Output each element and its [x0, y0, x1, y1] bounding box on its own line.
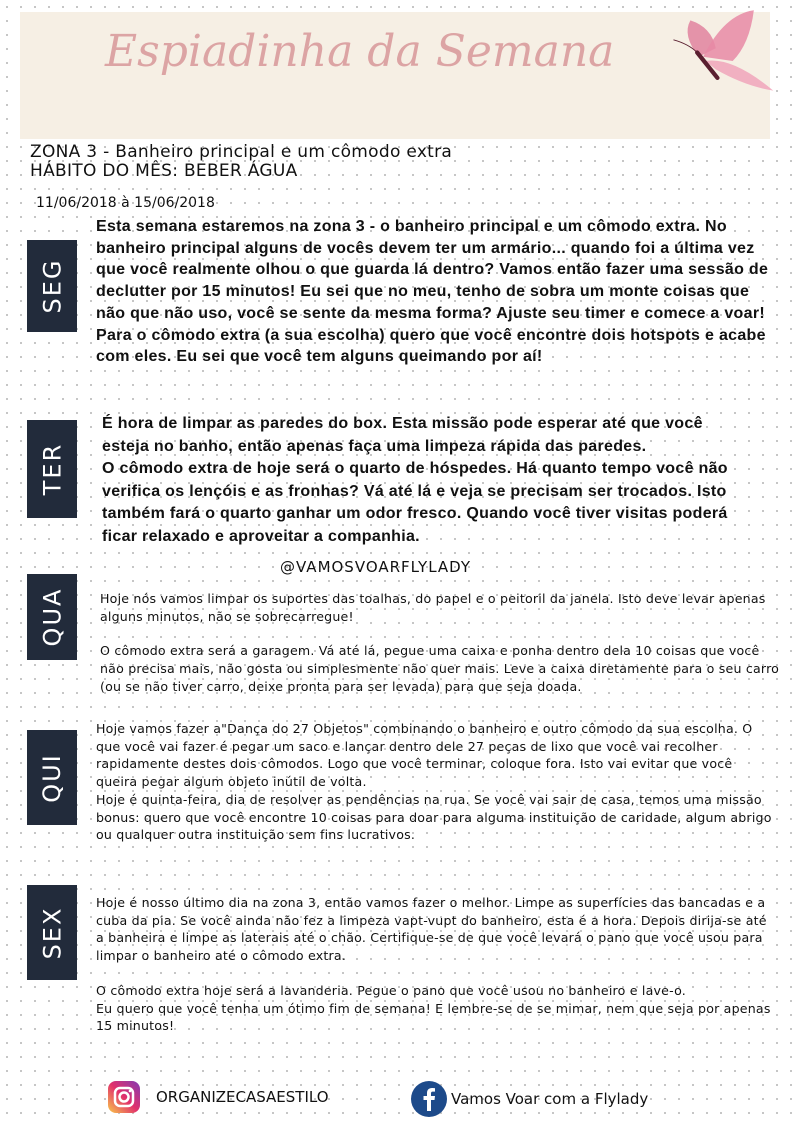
facebook-label: Vamos Voar com a Flylady — [451, 1090, 649, 1108]
day-text-qui: Hoje vamos fazer a"Dança do 27 Objetos" combinando o banheiro e outro cômodo da sua escolha. O que você vai fazer é pegar um saco e lançar dentro dele 27 peças de lixo que você vai recolher rapidamente destes dois cômodos. Logo que você terminar, coloque fora. Isto vai evitar que você queira pegar algum objeto inútil de volta. Hoje é quinta-feira, dia de resolver as pendências na rua. Se você vai sair de casa, temos uma missão bonus: quero que você encontre 10 coisas para doar para alguma instituição de caridade, algum abrigo ou qualquer outra instituição sem fins lucrativos. — [96, 721, 772, 843]
instagram-label: ORGANIZECASAESTILO — [156, 1088, 329, 1106]
day-text-seg: Esta semana estaremos na zona 3 - o banheiro principal e um cômodo extra. No banheiro principal alguns de vocês devem ter um armário... quando foi a última vez que você realmente olhou o que guarda lá dentro? Vamos então fazer uma sessão de declutter por 15 minutos! Eu sei que no meu, tenho de sobra um monte coisas que não que não uso, você se sente da mesma forma? Ajuste seu timer e comece a voar! Para o cômodo extra (a sua escolha) quero que você encontre dois hotspots e acabe com eles. Eu sei que você tem alguns queimando por aí! — [96, 218, 769, 366]
facebook-icon — [411, 1081, 447, 1117]
day-text-ter: É hora de limpar as paredes do box. Esta missão pode esperar até que você esteja no banho, então apenas faça uma limpeza rápida das paredes. O cômodo extra de hoje será o quarto de hóspedes. Há quanto tempo você não verifica os lençóis e as fronhas? Vá até lá e veja se precisam ser trocados. Isto também fará o quarto ganhar um odor fresco. Quando você tiver visitas poderá ficar relaxado e aproveitar a companhia. — [102, 415, 728, 545]
day-label-seg: SEG — [27, 240, 77, 332]
habit-title: HÁBITO DO MÊS: BEBER ÁGUA — [30, 161, 298, 181]
day-label-qui: QUI — [27, 730, 77, 825]
zone-title: ZONA 3 - Banheiro principal e um cômodo extra — [30, 142, 453, 162]
instagram-link[interactable] — [108, 1081, 329, 1113]
day-text-qua: Hoje nós vamos limpar os suportes das toalhas, do papel e o peitoril da janela. Isto deve levar apenas alguns minutos, não se sobrecarregue! O cômodo extra será a garagem. Vá até lá, pegue uma caixa e ponha dentro dela 10 coisas que você não precisa mais, não gosta ou simplesmente não quer mais. Leve a caixa diretamente para o seu carro (ou se não tiver carro, deixe pronta para ser levada) para que seja doada. — [100, 591, 780, 694]
instagram-icon — [108, 1081, 140, 1113]
day-text-sex: Hoje é nosso último dia na zona 3, então vamos fazer o melhor. Limpe as superfícies das bancadas e a cuba da pia. Se você ainda não fez a limpeza vapt-vupt do banheiro, esta é a hora. Depois dirija-se até a banheira e limpe as laterais até o chão. Certifique-se de que você levará o pano que você usou para limpar o banheiro até o cômodo extra. O cômodo extra hoje será a lavanderia. Pegue o pano que você usou no banheiro e lave-o. Eu quero que você tenha um ótimo fim de semana! E lembre-se de se mimar, nem que seja por apenas 15 minutos! — [96, 895, 771, 1034]
date-range: 11/06/2018 à 15/06/2018 — [36, 195, 215, 211]
facebook-link[interactable] — [411, 1081, 648, 1117]
day-label-qua: QUA — [27, 574, 77, 660]
page-title: Espiadinha da Semana — [105, 26, 615, 77]
instagram-handle: @VAMOSVOARFLYLADY — [280, 558, 472, 576]
day-label-sex: SEX — [27, 885, 77, 980]
day-label-ter: TER — [27, 420, 77, 518]
zone-heading — [30, 143, 452, 181]
butterfly-icon — [665, 10, 775, 95]
